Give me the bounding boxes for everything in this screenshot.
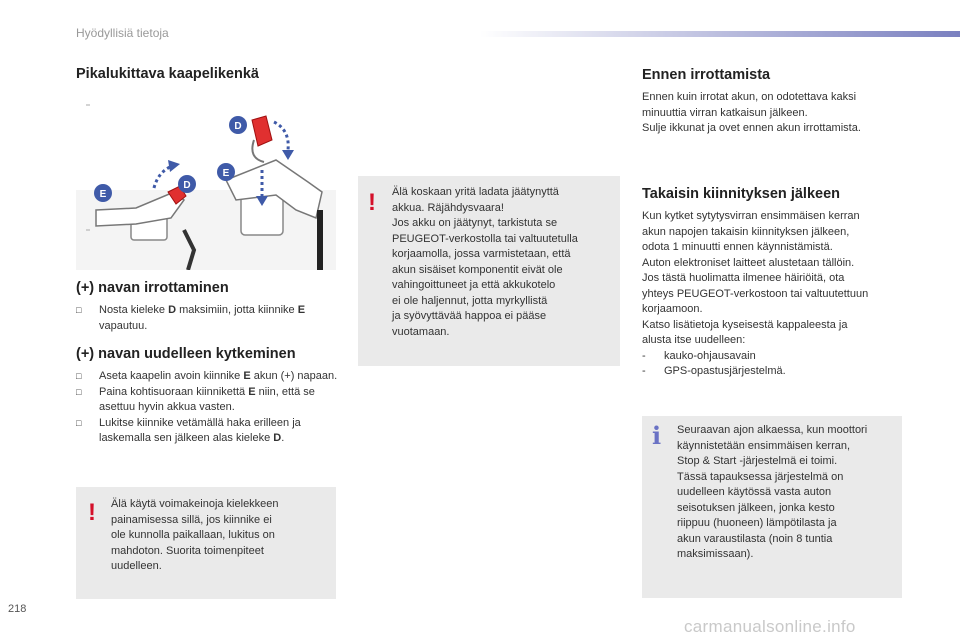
before-removal-text (642, 90, 912, 137)
middle-warning-box (358, 176, 620, 366)
warning-line: ei ole haljennut, jotta myrkyllistä (392, 294, 548, 307)
checkbox-bullet-icon: □ (76, 371, 82, 381)
step-bold: D (168, 304, 177, 316)
middle-warning-text (392, 185, 616, 340)
text-line: yhteys PEUGEOT-verkostoon tai valtuutettuun (642, 287, 869, 300)
step-text: maksimiin, jotta kiinnike (176, 304, 298, 316)
step-text: vapautuu. (99, 319, 148, 332)
reinit-list (642, 349, 917, 380)
info-line: riippuu (huoneen) lämpötilasta ja (677, 517, 837, 529)
warning-line: ole kunnolla paikallaan, lukitus on (111, 529, 275, 541)
callout-e-left-label: E (99, 189, 107, 200)
step-text: Nosta kieleke (99, 304, 169, 316)
list-item (642, 364, 917, 380)
text-line: Ennen kuin irrotat akun, on odotettava kaksi (642, 91, 857, 103)
info-text (677, 423, 899, 563)
disconnect-title: (+) navan irrottaminen (76, 280, 229, 296)
text-line: Auton elektroniset laitteet alustetaan tällöin. (642, 256, 855, 269)
info-line: Seuraavan ajon alkaessa, kun moottori (677, 424, 868, 436)
info-line: käynnistetään ensimmäisen kerran, (677, 439, 851, 452)
warning-line: Jos akku on jäätynyt, tarkistuta se (392, 217, 558, 229)
text-line: minuuttia virran katkaisun jälkeen. (642, 106, 808, 119)
checkbox-bullet-icon: □ (76, 417, 82, 428)
list-item-text: GPS-opastusjärjestelmä. (664, 365, 786, 377)
warning-line: korjaamolla, jossa varmistetaan, että (392, 248, 571, 260)
warning-line: Älä koskaan yritä ladata jäätynyttä (392, 186, 559, 198)
watermark: carmanualsonline.info (684, 617, 856, 636)
page-number: 218 (8, 603, 27, 615)
after-reconnect-title: Takaisin kiinnityksen jälkeen (642, 186, 840, 202)
left-arrow-head (168, 160, 180, 172)
step-text: Paina kohtisuoraan kiinnikettä (99, 385, 249, 398)
right-lever-red (252, 116, 272, 146)
warning-line: vahingoittuneet ja että akkukotelo (392, 279, 556, 291)
reconnect-title: (+) navan uudelleen kytkeminen (76, 346, 296, 362)
callout-d-right-label: D (234, 121, 242, 132)
reconnect-step-3 (76, 416, 338, 447)
step-bold: E (248, 385, 256, 398)
step-bold: E (243, 370, 251, 382)
step-bold: D (273, 432, 282, 444)
warning-line: Älä käytä voimakeinoja kielekkeen (111, 498, 279, 510)
text-line: korjaamoon. (642, 303, 703, 315)
warning-icon: ! (368, 189, 376, 216)
step-text: niin, että se asettuu hyvin akkua vasten. (99, 385, 315, 413)
text-line: alusta itse uudelleen: (642, 334, 746, 346)
text-line: akun napojen takaisin kiinnityksen jälkeen, (642, 225, 850, 238)
text-line: odota 1 minuutti ennen käynnistämistä. (642, 241, 833, 253)
list-item-text: kauko-ohjausavain (664, 349, 756, 362)
warning-line: uudelleen. (111, 560, 162, 572)
dash-bullet: - (642, 365, 646, 377)
reconnect-steps (76, 369, 338, 447)
left-lift-arrow (154, 166, 172, 188)
left-warning-text (111, 497, 331, 575)
info-line: seisotuksen jälkeen, jonka kesto (677, 501, 835, 514)
checkbox-bullet-icon: □ (76, 386, 82, 397)
left-title: Pikalukittava kaapelikenkä (76, 66, 259, 82)
disconnect-step-1 (76, 303, 338, 334)
step-text: Lukitse kiinnike vetämällä haka erilleen ja laskemalla sen jälkeen alas kieleke (99, 416, 301, 444)
right-arrow-head-1 (282, 150, 294, 160)
text-line: Katso lisätietoja kyseisestä kappaleesta ja (642, 318, 848, 331)
text-line: Kun kytket sytytysvirran ensimmäisen kerran (642, 210, 860, 222)
reconnect-step-1 (76, 369, 338, 385)
battery-terminal-illustration (76, 100, 336, 270)
dash-bullet: - (642, 349, 646, 362)
reconnect-step-2 (76, 385, 338, 416)
header-section-title: Hyödyllisiä tietoja (76, 26, 169, 40)
callout-d-left-label: D (183, 180, 191, 191)
right-press-arrow (274, 122, 288, 150)
warning-line: akkua. Räjähdysvaara! (392, 201, 504, 214)
info-line: Tässä tapauksessa järjestelmä on (677, 470, 844, 483)
step-text: akun (+) napaan. (250, 370, 338, 382)
after-reconnect-text (642, 209, 917, 380)
info-line: uudelleen käytössä vasta auton (677, 486, 832, 498)
info-line: maksimissaan). (677, 548, 754, 560)
warning-line: mahdoton. Suorita toimenpiteet (111, 544, 264, 557)
header-gradient-bar (480, 31, 960, 37)
info-line: akun varaustilasta (noin 8 tuntia (677, 532, 833, 545)
before-removal-title: Ennen irrottamista (642, 67, 771, 83)
step-text: Aseta kaapelin avoin kiinnike (99, 370, 244, 382)
warning-line: painamisessa sillä, jos kiinnike ei (111, 513, 272, 526)
disconnect-steps (76, 303, 338, 334)
info-line: Stop & Start -järjestelmä ei toimi. (677, 455, 838, 467)
warning-icon: ! (88, 499, 96, 526)
warning-line: PEUGEOT-verkostolla tai valtuutetulla (392, 232, 578, 245)
text-line: Jos tästä huolimatta ilmenee häiriöitä, ota (642, 272, 845, 284)
text-line: Sulje ikkunat ja ovet ennen akun irrottamista. (642, 122, 861, 134)
warning-line: vuotamaan. (392, 325, 450, 338)
step-text: . (281, 432, 285, 444)
checkbox-bullet-icon: □ (76, 305, 82, 315)
warning-line: akun sisäiset komponentit eivät ole (392, 263, 563, 276)
step-bold: E (297, 304, 306, 316)
info-box (642, 416, 902, 598)
list-item (642, 349, 917, 365)
warning-line: ja syövyttävää happoa ei pääse (392, 310, 547, 322)
left-warning-box (76, 487, 336, 599)
callout-e-right-label: E (222, 168, 230, 179)
info-icon: i (652, 421, 662, 450)
terminal-diagram (76, 100, 336, 270)
